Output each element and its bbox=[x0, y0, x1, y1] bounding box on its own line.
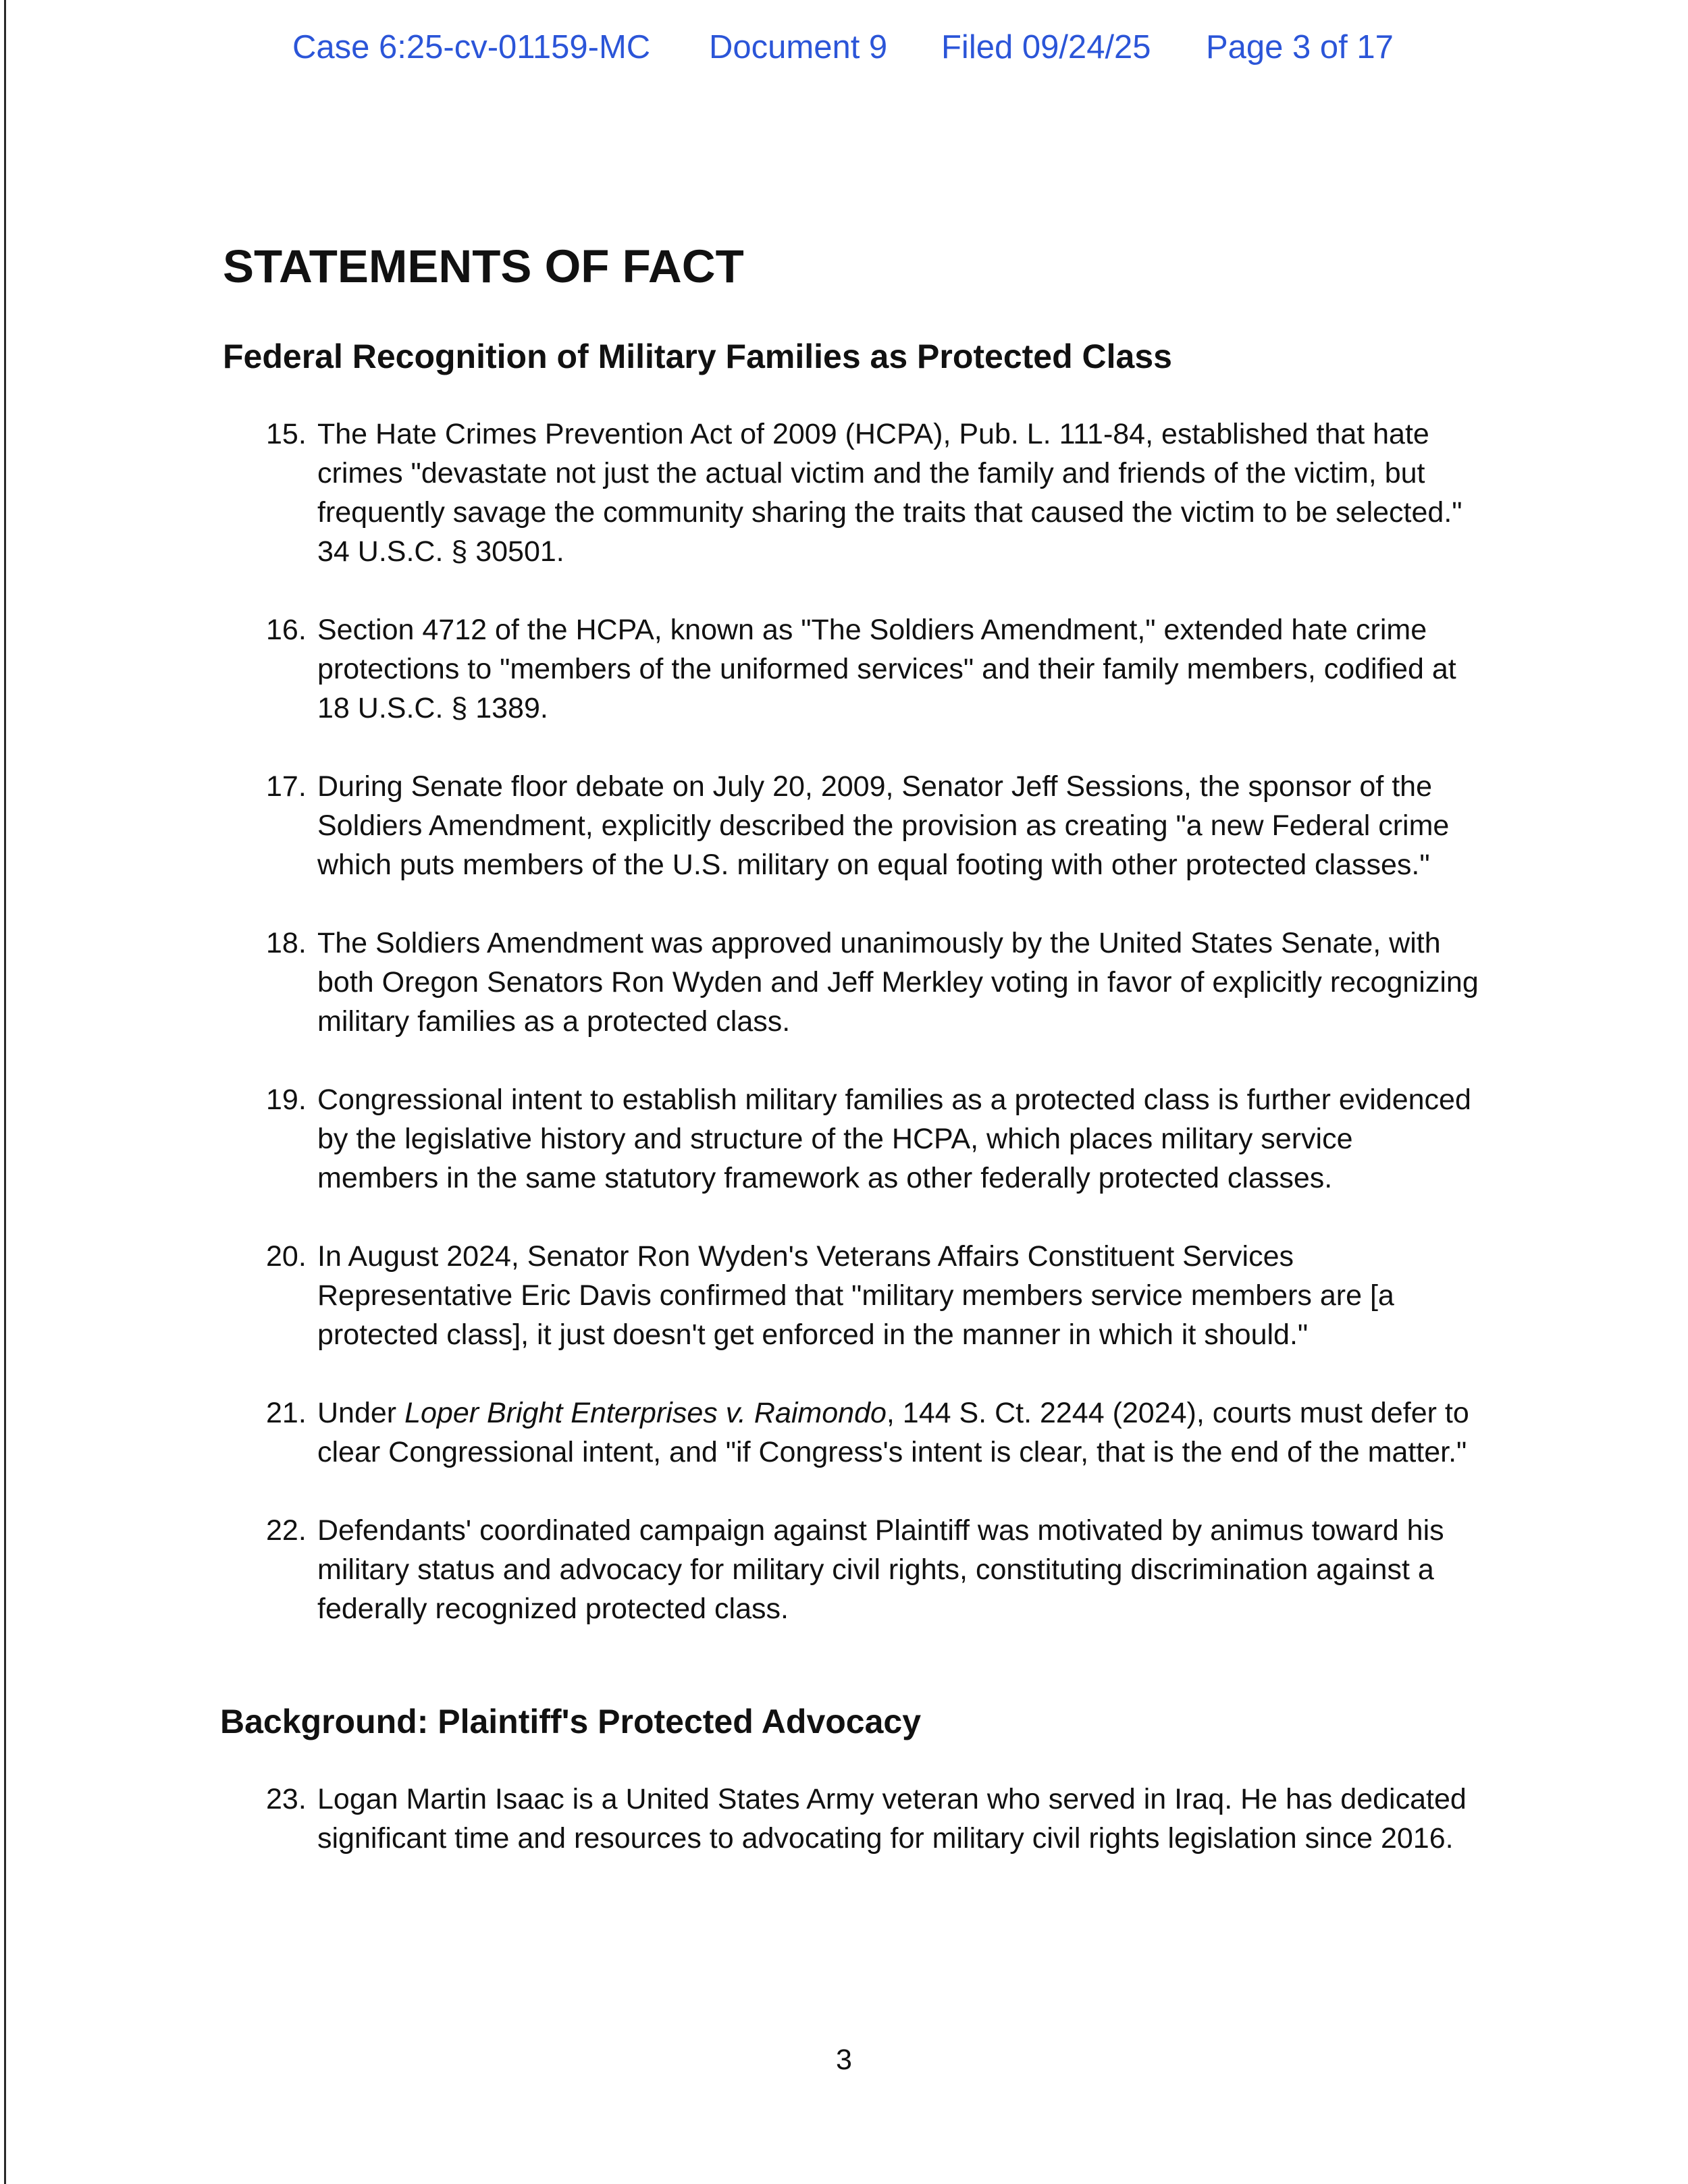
fact-item-17 bbox=[223, 767, 1479, 884]
fact-text: Congressional intent to establish military families as a protected class is further evidenced by the legislative history and structure of the HCPA, which places military service members in the same statutory framework as other federally protected classes. bbox=[317, 1084, 1471, 1195]
fact-number: 21. bbox=[266, 1397, 307, 1430]
fact-text: The Hate Crimes Prevention Act of 2009 (HCPA), Pub. L. 111-84, established that hate crimes "devastate not just the actual victim and the family and friends of the victim, but frequently savage the community sharing the traits that caused the victim to be selected." 34 U.S.C. § 30501. bbox=[317, 418, 1462, 568]
fact-number: 16. bbox=[266, 614, 307, 647]
fact-list-background bbox=[223, 1780, 1479, 1858]
header-filed-date: Filed 09/24/25 bbox=[941, 29, 1151, 65]
section-heading-background: Background: Plaintiff's Protected Advocacy bbox=[220, 1703, 922, 1741]
fact-item-22 bbox=[223, 1511, 1479, 1628]
fact-number: 23. bbox=[266, 1783, 307, 1816]
fact-item-21 bbox=[223, 1393, 1479, 1472]
fact-item-18 bbox=[223, 924, 1479, 1041]
fact-text bbox=[317, 1397, 1469, 1468]
case-citation-italic: Loper Bright Enterprises v. Raimondo bbox=[404, 1397, 887, 1430]
header-case-number: Case 6:25-cv-01159-MC bbox=[292, 29, 651, 65]
fact-item-23 bbox=[223, 1780, 1479, 1858]
fact-number: 15. bbox=[266, 418, 307, 451]
fact-item-19 bbox=[223, 1080, 1479, 1198]
fact-text-after: , 144 S. Ct. 2244 (2024), courts must defer to clear Congressional intent, and "if Congress's intent is clear, that is the end of the matter." bbox=[317, 1397, 1469, 1469]
fact-text-before: Under bbox=[317, 1397, 405, 1430]
fact-text: The Soldiers Amendment was approved unanimously by the United States Senate, with both Oregon Senators Ron Wyden and Jeff Merkley voting in favor of explicitly recognizing military families as a protected class. bbox=[317, 927, 1479, 1038]
fact-list-federal-recognition bbox=[223, 415, 1479, 1628]
fact-text: During Senate floor debate on July 20, 2009, Senator Jeff Sessions, the sponsor of the Soldiers Amendment, explicitly described the provision as creating "a new Federal crime which puts members of the U.S. military on equal footing with other protected classes." bbox=[317, 770, 1450, 882]
header-page-count: Page 3 of 17 bbox=[1206, 29, 1394, 65]
fact-text: Section 4712 of the HCPA, known as "The Soldiers Amendment," extended hate crime protections to "members of the uniformed services" and their family members, codified at 18 U.S.C. § 1389. bbox=[317, 614, 1456, 725]
fact-item-20 bbox=[223, 1237, 1479, 1354]
fact-text: In August 2024, Senator Ron Wyden's Veterans Affairs Constituent Services Representative Eric Davis confirmed that "military members service members are [a protected class], it just doesn't get enforced in the manner in which it should." bbox=[317, 1240, 1394, 1352]
page-number: 3 bbox=[836, 2044, 852, 2076]
fact-text: Logan Martin Isaac is a United States Army veteran who served in Iraq. He has dedicated significant time and resources to advocating for military civil rights legislation since 2016. bbox=[317, 1783, 1467, 1855]
section-heading-federal-recognition: Federal Recognition of Military Families as Protected Class bbox=[223, 338, 1172, 376]
fact-item-15 bbox=[223, 415, 1479, 571]
fact-item-16 bbox=[223, 610, 1479, 728]
case-header bbox=[0, 28, 1688, 76]
fact-number: 18. bbox=[266, 927, 307, 960]
fact-number: 17. bbox=[266, 770, 307, 803]
fact-number: 22. bbox=[266, 1514, 307, 1547]
header-document-number: Document 9 bbox=[709, 29, 888, 65]
fact-text: Defendants' coordinated campaign against Plaintiff was motivated by animus toward his military status and advocacy for military civil rights, constituting discrimination against a federally recognized protected class. bbox=[317, 1514, 1444, 1626]
page-left-border bbox=[4, 0, 6, 2184]
fact-number: 19. bbox=[266, 1084, 307, 1117]
document-body bbox=[220, 240, 1479, 1897]
fact-number: 20. bbox=[266, 1240, 307, 1273]
page-title: STATEMENTS OF FACT bbox=[223, 240, 744, 292]
